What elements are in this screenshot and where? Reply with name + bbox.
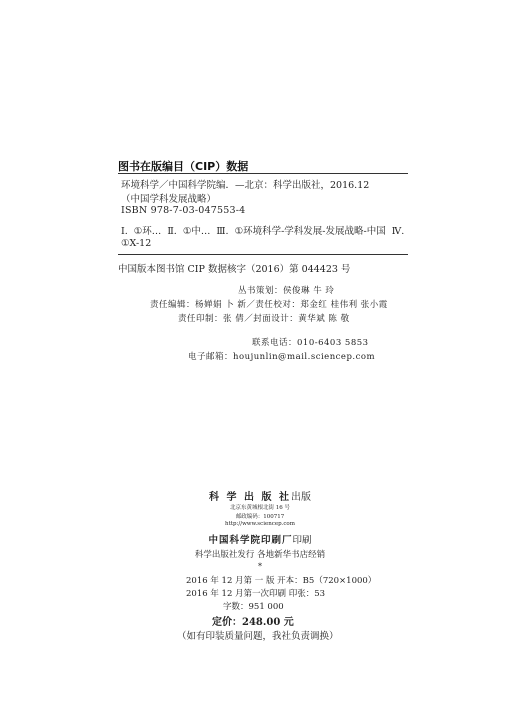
- production-line: 责任印制：张 倩／封面设计：黄华斌 陈 敬: [178, 314, 350, 324]
- cip-classification: Ⅰ. ①环… Ⅱ. ①中… Ⅲ. ①环境科学-学科发展-发展战略-中国 Ⅳ.: [121, 226, 405, 237]
- cip-record-number: 中国版本图书馆 CIP 数据核字（2016）第 044423 号: [118, 264, 351, 275]
- cip-title: 图书在版编目（CIP）数据: [118, 160, 249, 173]
- separator-star: *: [258, 562, 262, 571]
- publisher-zip: 邮政编码：100717: [235, 514, 285, 520]
- distribution-line: 科学出版社发行 各地新华书店经销: [194, 550, 326, 560]
- quality-notice: （如有印装质量问题，我社负责调换）: [177, 631, 339, 642]
- printer-name: [0, 532, 520, 546]
- contact-email: 电子邮箱：houjunlin@mail.sciencep.com: [188, 352, 376, 362]
- publisher-name-text: 科 学 出 版 社: [209, 492, 291, 503]
- cip-line-2: （中国学科发展战略）: [121, 194, 217, 205]
- series-planner: 丛书策划：侯俊琳 牛 玲: [238, 286, 335, 296]
- printer-name-text: 中国科学院印刷厂: [208, 535, 293, 546]
- cip-isbn: ISBN 978-7-03-047553-4: [121, 205, 246, 216]
- cip-classification-code: ①X-12: [121, 238, 152, 249]
- cip-bottom-rule: [118, 254, 408, 255]
- edition-info: 2016 年 12 月第 一 版 开本：B5（720×1000）: [186, 576, 377, 586]
- publisher-website: http://www.sciencep.com: [225, 521, 295, 527]
- publisher-name-suffix: 出版: [290, 492, 311, 503]
- contact-phone: 联系电话：010-6403 5853: [252, 338, 369, 348]
- publisher-name: [0, 488, 520, 503]
- word-count: 字数：951 000: [223, 602, 284, 612]
- printing-info: 2016 年 12 月第一次印刷 印张：53: [186, 589, 326, 599]
- price: 定价：248.00 元: [212, 617, 294, 628]
- editors-line: 责任编辑：杨婵娟 卜 新／责任校对：郑金红 桂伟利 张小霞: [150, 300, 388, 310]
- publisher-address: 北京东黄城根北街 16 号: [230, 505, 290, 511]
- cip-line-1: 环境科学／中国科学院编．—北京：科学出版社，2016.12: [121, 180, 370, 191]
- printer-name-suffix: 印刷: [292, 535, 312, 546]
- cip-top-rule: [118, 173, 408, 174]
